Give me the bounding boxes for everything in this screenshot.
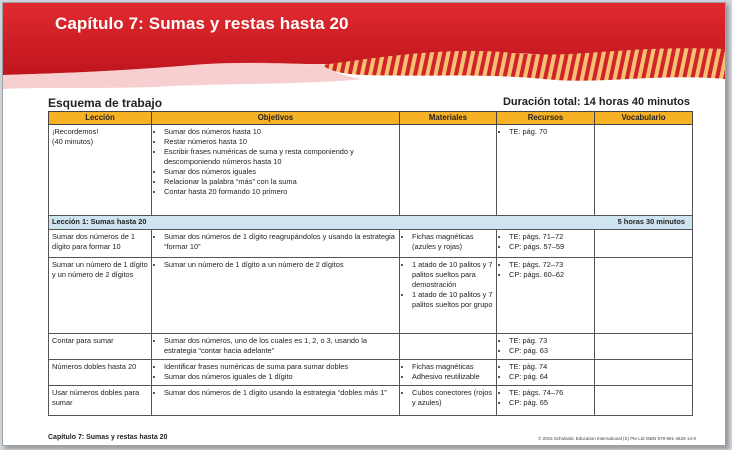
objetivos-cell: [152, 334, 400, 360]
materiales-cell-list: [403, 362, 493, 382]
list-item: • Sumar dos números de 1 dígito reagrupándolos y usando la estrategia “formar 10”: [164, 232, 396, 252]
recursos-cell: [497, 334, 595, 360]
recursos-cell-list: [500, 362, 591, 382]
objetivos-cell: [152, 258, 400, 334]
list-item: • Adhesivo reutilizable: [412, 372, 493, 382]
total-duration: Duración total: 14 horas 40 minutos: [502, 96, 690, 108]
objetivos-cell: [152, 386, 400, 416]
list-item: • Contar hasta 20 formando 10 primero: [164, 187, 396, 197]
list-item: • TE: pág. 74: [509, 362, 591, 372]
vocabulario-cell: [595, 125, 693, 216]
table-row: [49, 360, 693, 386]
col-header-objetivos: Objetivos: [152, 112, 400, 125]
recursos-cell: [497, 386, 595, 416]
list-item: • TE: págs. 72–73: [509, 260, 591, 270]
lesson-title: Lección 1: Sumas hasta 20: [52, 217, 147, 226]
recursos-cell: [497, 230, 595, 258]
materiales-cell: [400, 125, 497, 216]
vocabulario-cell: [595, 230, 693, 258]
leccion-cell: Usar números dobles para sumar: [49, 386, 152, 416]
recursos-cell-list: [500, 232, 591, 252]
objetivos-cell: [152, 230, 400, 258]
leccion-cell: Contar para sumar: [49, 334, 152, 360]
recursos-cell-list: [500, 388, 591, 408]
work-outline-table: [48, 111, 693, 416]
materiales-cell: [400, 230, 497, 258]
col-header-leccion: Lección: [49, 112, 152, 125]
table-row: [49, 334, 693, 360]
section-title: Esquema de trabajo: [48, 96, 163, 110]
objetivos-cell-list: [155, 232, 396, 252]
vocabulario-cell: [595, 334, 693, 360]
recursos-cell-list: [500, 127, 591, 137]
list-item: • CP: pág. 63: [509, 346, 591, 356]
materiales-cell-list: [403, 260, 493, 310]
objetivos-cell-list: [155, 388, 396, 398]
list-item: • Identificar frases numéricas de suma para sumar dobles: [164, 362, 396, 372]
vocabulario-cell: [595, 360, 693, 386]
materiales-cell: [400, 386, 497, 416]
list-item: • Sumar dos números hasta 10: [164, 127, 396, 137]
recursos-cell: [497, 360, 595, 386]
list-item: • Sumar dos números iguales de 1 dígito: [164, 372, 396, 382]
vocabulario-cell: [595, 386, 693, 416]
recursos-cell-list: [500, 336, 591, 356]
col-header-vocabulario: Vocabulario: [595, 112, 693, 125]
materiales-cell: [400, 334, 497, 360]
list-item: • Restar números hasta 10: [164, 137, 396, 147]
objetivos-cell-list: [155, 362, 396, 382]
chapter-banner: [3, 3, 725, 93]
leccion-cell: Sumar dos números de 1 dígito para formar 10: [49, 230, 152, 258]
list-item: • CP: pág. 65: [509, 398, 591, 408]
footer-copyright: © 2015 Scholastic Education International (S) Pte Ltd ISBN 978-981-4629-14-0: [538, 436, 696, 441]
materiales-cell: [400, 258, 497, 334]
objetivos-cell-list: [155, 260, 396, 270]
subheader: [48, 96, 690, 112]
vocabulario-cell: [595, 258, 693, 334]
list-item: • Sumar dos números de 1 dígito usando la estrategia “dobles más 1”: [164, 388, 396, 398]
list-item: • Relacionar la palabra “más” con la suma: [164, 177, 396, 187]
list-item: • TE: págs. 71–72: [509, 232, 591, 242]
list-item: • TE: pág. 73: [509, 336, 591, 346]
objetivos-cell: [152, 125, 400, 216]
footer-chapter: Capítulo 7: Sumas y restas hasta 20: [48, 434, 168, 441]
list-item: • Fichas magnéticas (azules y rojas): [412, 232, 493, 252]
table-row: [49, 230, 693, 258]
leccion-cell: Números dobles hasta 20: [49, 360, 152, 386]
list-item: • TE: pág. 70: [509, 127, 591, 137]
materiales-cell: [400, 360, 497, 386]
lesson-header-row: [49, 216, 693, 230]
list-item: • Escribir frases numéricas de suma y resta componiendo y descomponiendo números hasta 10: [164, 147, 396, 167]
list-item: • 1 atado de 10 palitos y 7 palitos sueltos para demostración: [412, 260, 493, 290]
list-item: • Sumar dos números iguales: [164, 167, 396, 177]
materiales-cell-list: [403, 232, 493, 252]
table-header-row: [49, 112, 693, 125]
list-item: • TE: págs. 74–76: [509, 388, 591, 398]
table-row: [49, 386, 693, 416]
leccion-cell: Sumar un número de 1 dígito y un número de 2 dígitos: [49, 258, 152, 334]
recursos-cell: [497, 125, 595, 216]
list-item: • CP: págs. 60–62: [509, 270, 591, 280]
list-item: • Sumar un número de 1 dígito a un número de 2 dígitos: [164, 260, 396, 270]
objetivos-cell-list: [155, 336, 396, 356]
lesson-header-cell: [49, 216, 693, 230]
list-item: • Fichas magnéticas: [412, 362, 493, 372]
list-item: • 1 atado de 10 palitos y 7 palitos sueltos por grupo: [412, 290, 493, 310]
table-row: [49, 125, 693, 216]
recursos-cell-list: [500, 260, 591, 280]
materiales-cell-list: [403, 388, 493, 408]
objetivos-cell: [152, 360, 400, 386]
list-item: • Cubos conectores (rojos y azules): [412, 388, 493, 408]
col-header-materiales: Materiales: [400, 112, 497, 125]
table-row: [49, 258, 693, 334]
list-item: • Sumar dos números, uno de los cuales es 1, 2, o 3, usando la estrategia “contar hacia adelante”: [164, 336, 396, 356]
document-page: [2, 2, 726, 446]
list-item: • CP: pág. 64: [509, 372, 591, 382]
leccion-cell: ¡Recordemos! (40 minutos): [49, 125, 152, 216]
lesson-duration: 5 horas 30 minutos: [617, 217, 685, 226]
recursos-cell: [497, 258, 595, 334]
objetivos-cell-list: [155, 127, 396, 197]
col-header-recursos: Recursos: [497, 112, 595, 125]
list-item: • CP: págs. 57–59: [509, 242, 591, 252]
chapter-title: Capítulo 7: Sumas y restas hasta 20: [55, 14, 349, 33]
